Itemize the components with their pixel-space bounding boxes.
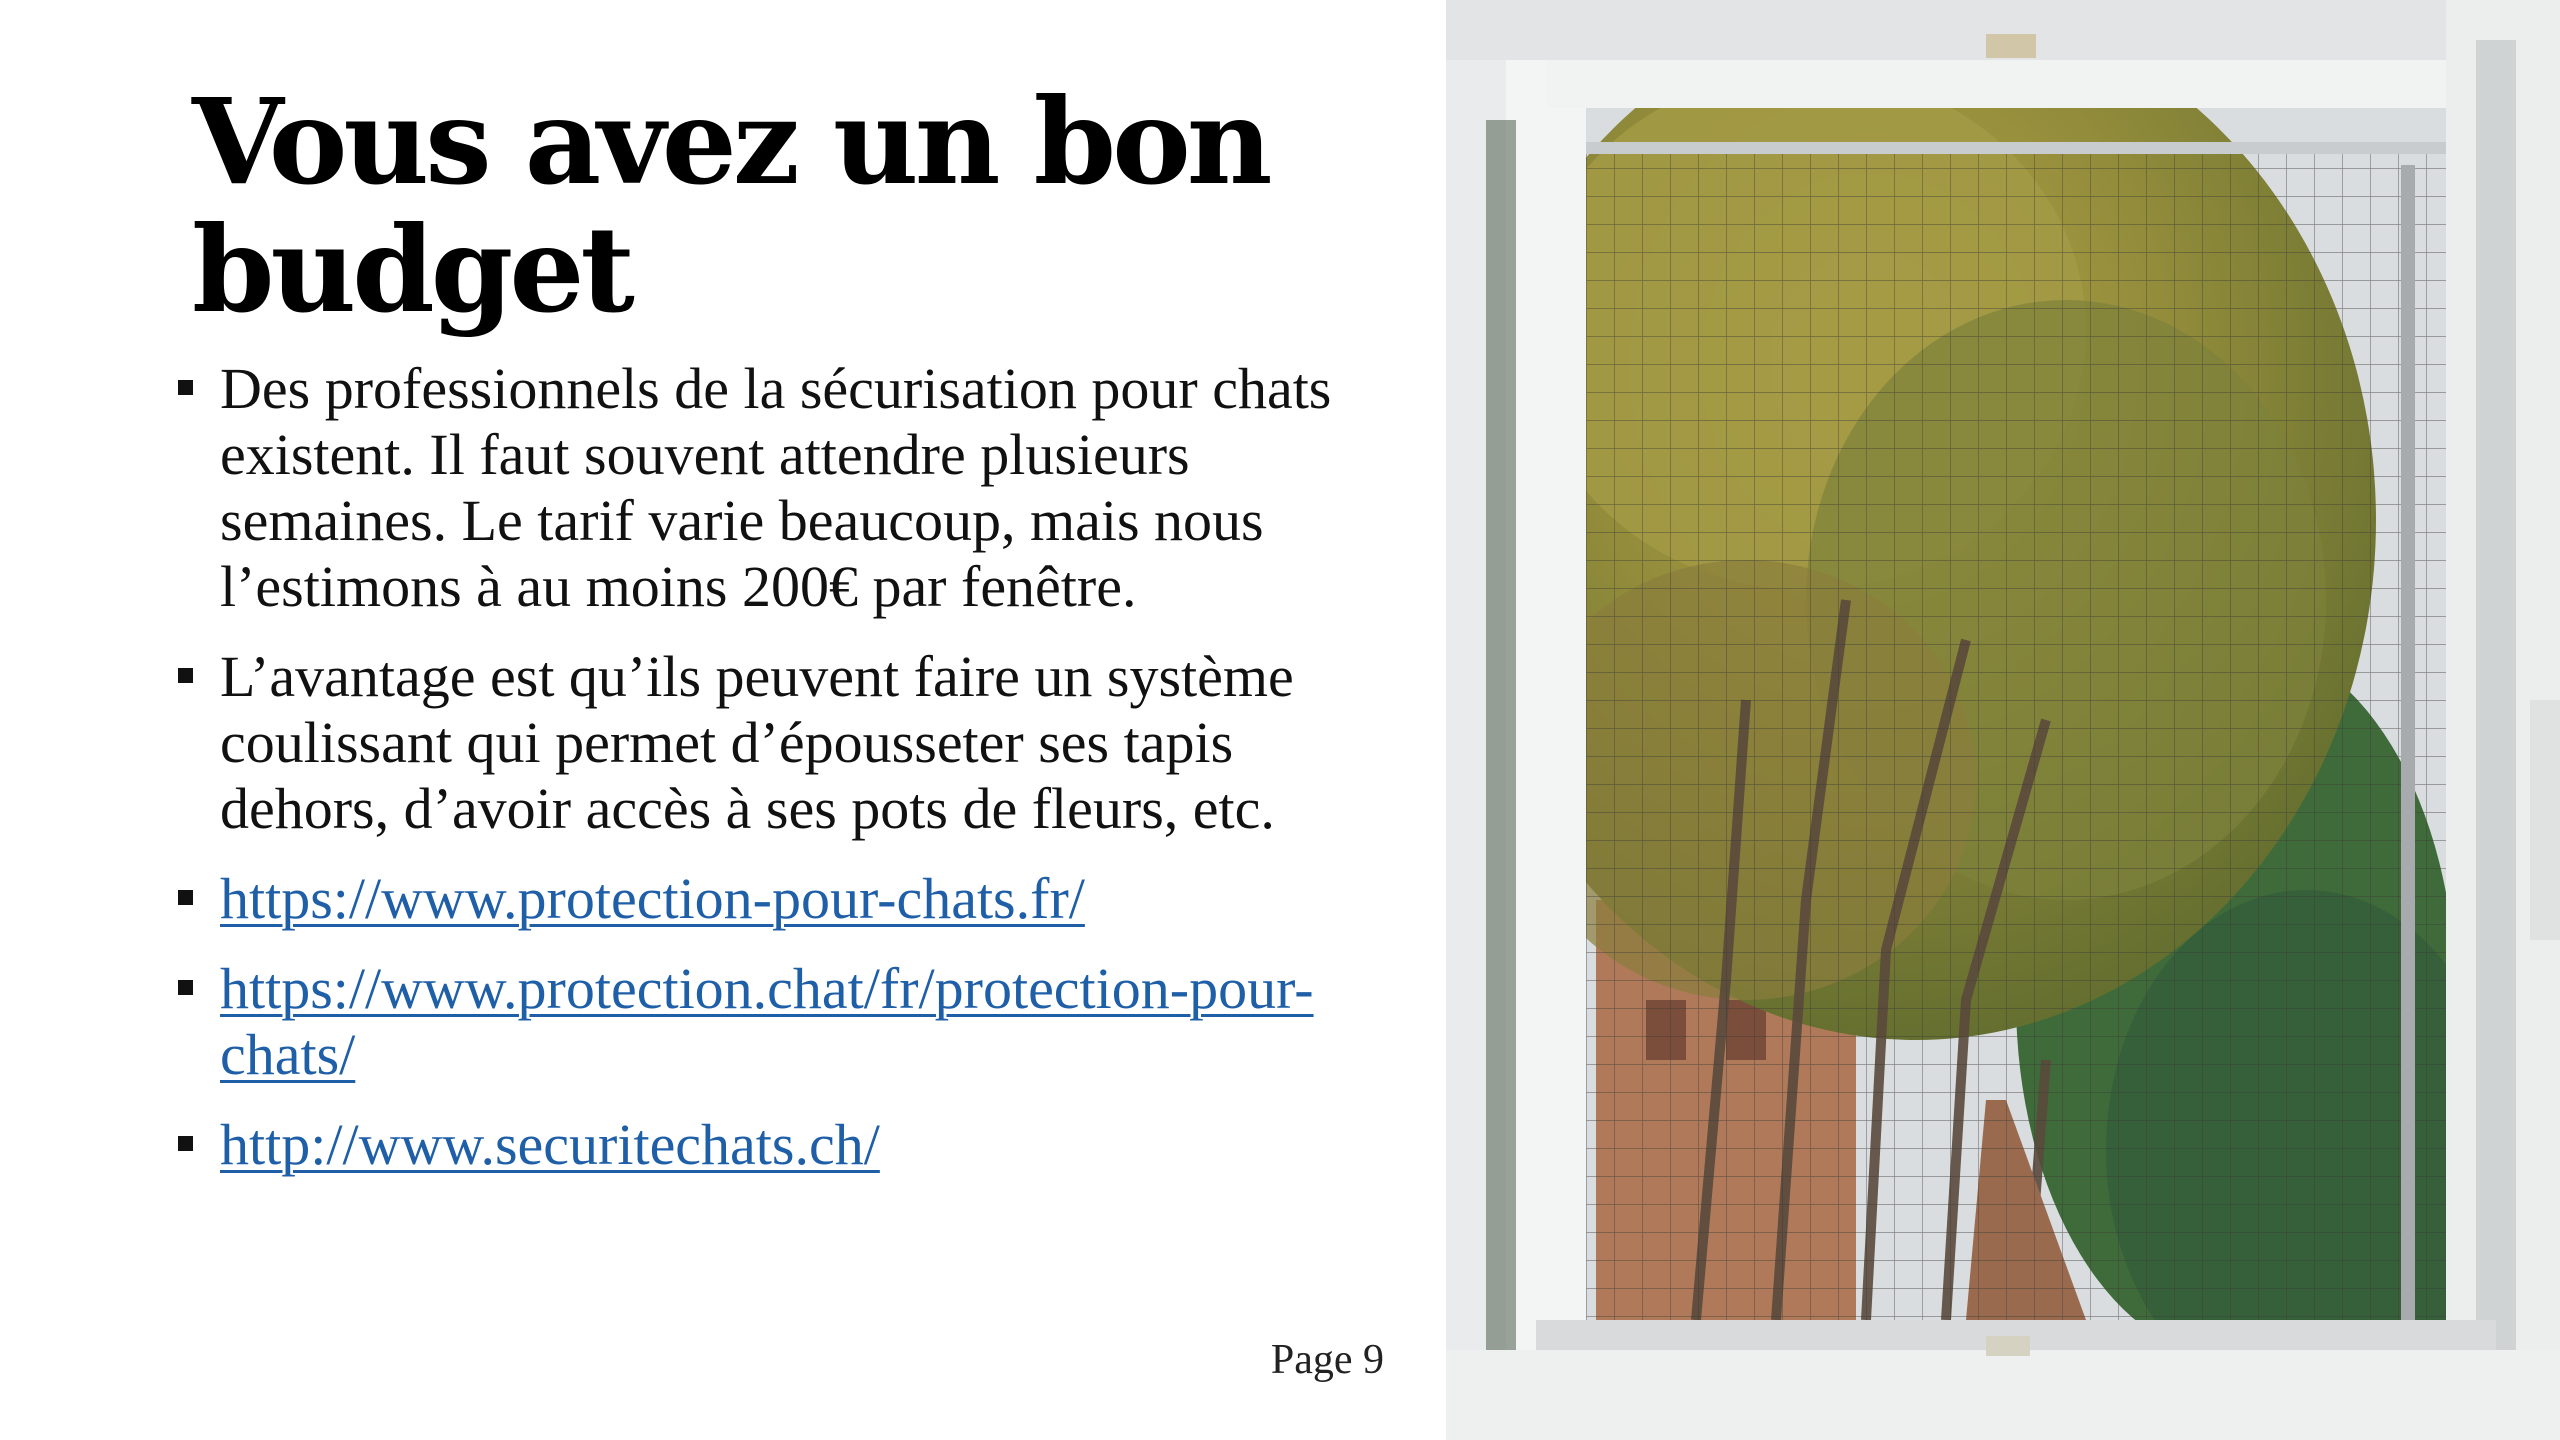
page-number: Page 9 (1270, 1337, 1384, 1383)
bullet-item (176, 866, 1408, 932)
bullet-item (176, 356, 1408, 620)
window-photo (1446, 0, 2560, 1440)
link-securitechats[interactable]: http://www.securitechats.ch/ (220, 1112, 880, 1177)
bullet-square-icon (178, 380, 193, 395)
bullet-square-icon (178, 1136, 193, 1151)
bullet-text: L’avantage est qu’ils peuvent faire un système coulissant qui permet d’épousseter ses tapis dehors, d’avoir accès à ses pots de fleurs, etc. (220, 644, 1294, 841)
bullet-item (176, 644, 1408, 842)
bullet-square-icon (178, 668, 193, 683)
slide-title: Vous avez un bon budget (192, 72, 1269, 339)
bullet-text: Des professionnels de la sécurisation pour chats existent. Il faut souvent attendre plusieurs semaines. Le tarif varie beaucoup, mais nous l’estimons à au moins 200€ par fenêtre. (220, 356, 1332, 619)
bullet-list (176, 356, 1408, 1202)
bullet-square-icon (178, 890, 193, 905)
link-protection-pour-chats[interactable]: https://www.protection-pour-chats.fr/ (220, 866, 1085, 931)
link-protection-chat[interactable]: https://www.protection.chat/fr/protection-pour-chats/ (220, 956, 1314, 1087)
bullet-item (176, 956, 1408, 1088)
bullet-square-icon (178, 980, 193, 995)
bullet-item (176, 1112, 1408, 1178)
